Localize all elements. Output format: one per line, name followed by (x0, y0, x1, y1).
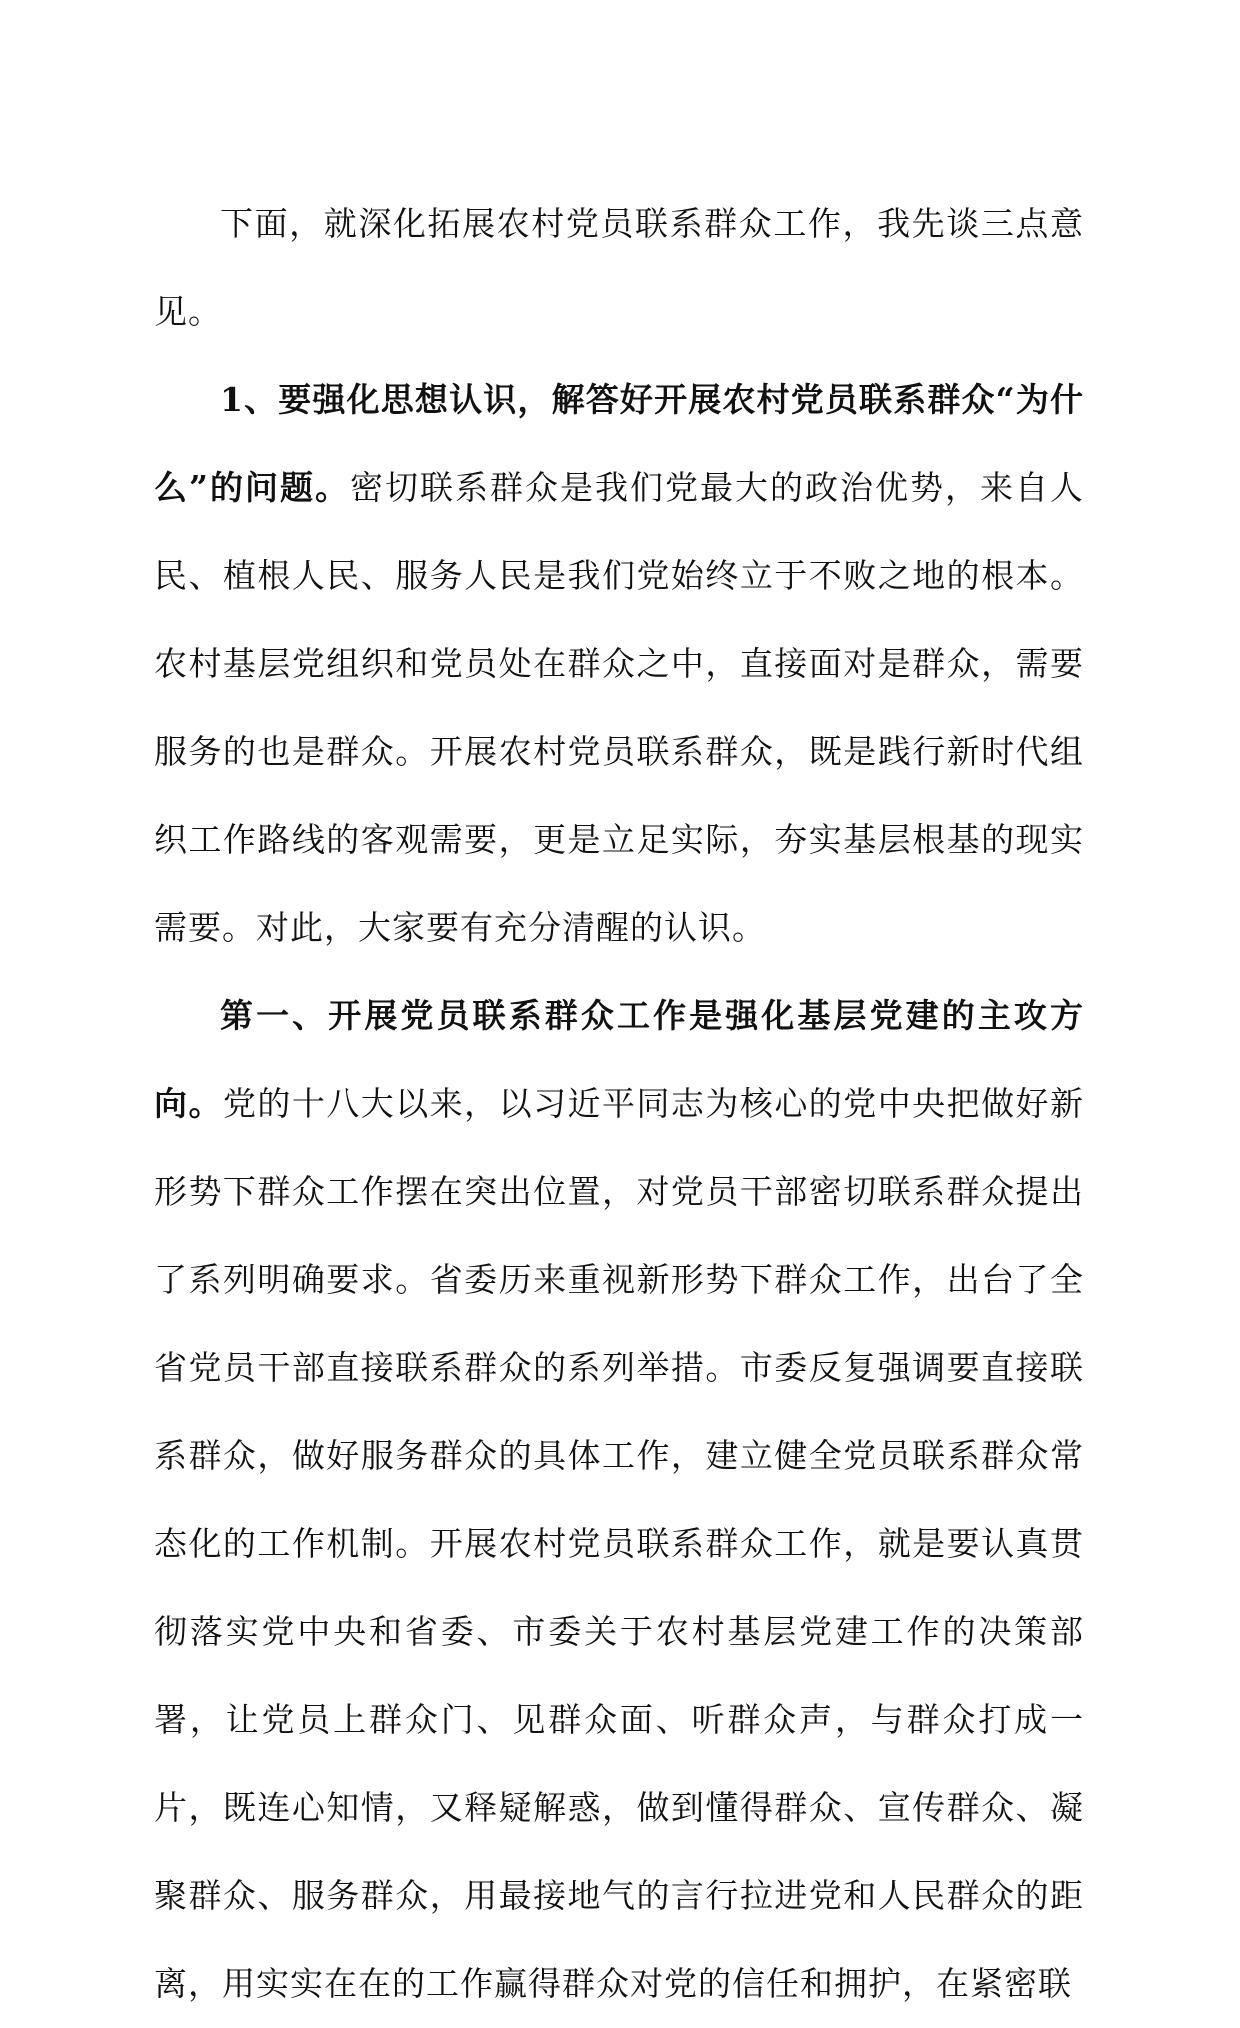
document-body (154, 180, 1084, 2028)
paragraph-intro (154, 180, 1084, 356)
paragraph-heading: 第一、开展党员联系群众工作是强化基层党建的主攻方向。 (154, 996, 1084, 1123)
paragraph-text: 密切联系群众是我们党最大的政治优势，来自人民、植根人民、服务人民是我们党始终立于不败之地的根本。农村基层党组织和党员处在群众之中，直接面对是群众，需要服务的也是群众。开展农村党员联系群众，既是践行新时代组织工作路线的客观需要，更是立足实际，夯实基层根基的现实需要。对此，大家要有充分清醒的认识。 (154, 468, 1085, 947)
paragraph-point-one (154, 356, 1084, 972)
paragraph-first-reason (154, 972, 1084, 2028)
paragraph-text: 党的十八大以来，以习近平同志为核心的党中央把做好新形势下群众工作摆在突出位置，对党员干部密切联系群众提出了系列明确要求。省委历来重视新形势下群众工作，出台了全省党员干部直接联系群众的系列举措。市委反复强调要直接联系群众，做好服务群众的具体工作，建立健全党员联系群众常态化的工作机制。开展农村党员联系群众工作，就是要认真贯彻落实党中央和省委、市委关于农村基层党建工作的决策部署，让党员上群众门、见群众面、听群众声，与群众打成一片，既连心知情，又释疑解惑，做到懂得群众、宣传群众、凝聚群众、服务群众，用最接地气的言行拉进党和人民群众的距离，用实实在在的工作赢得群众对党的信任和拥护，在紧密联 (154, 1084, 1085, 2003)
paragraph-heading: 1、要强化思想认识，解答好开展农村党员联系群众“为什么”的问题。 (154, 380, 1084, 507)
paragraph-text: 下面，就深化拓展农村党员联系群众工作，我先谈三点意见。 (154, 204, 1084, 331)
